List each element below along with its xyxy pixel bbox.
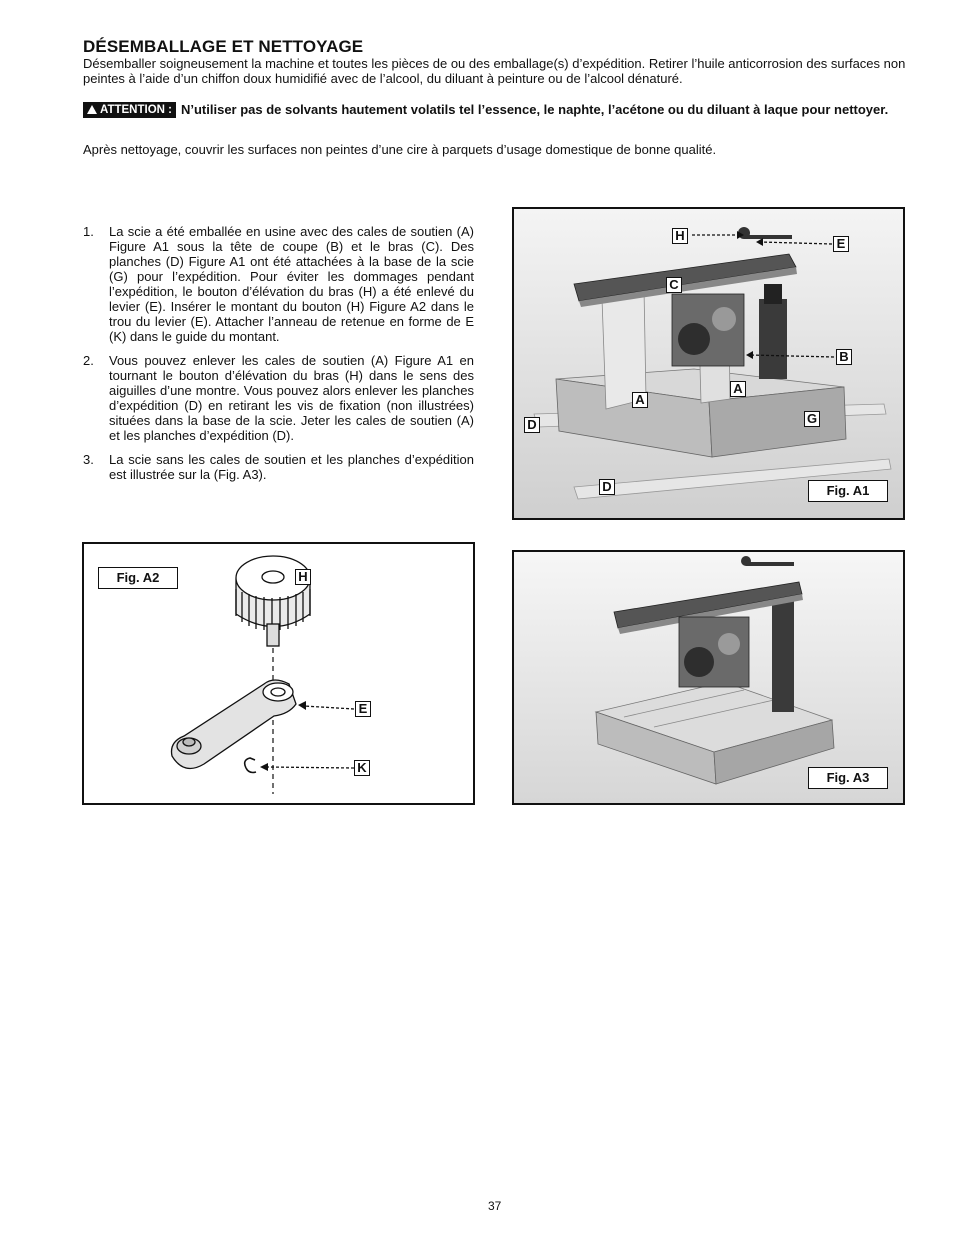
figure-a2 bbox=[82, 542, 475, 805]
intro-paragraph: Désemballer soigneusement la machine et toutes les pièces de ou des emballage(s) d’expédition. Retirer l’huile anticorrosion des surfaces non peintes à l’aide d’un chiffon doux humidifié avec de l’alcool, du diluant à peinture ou de l’alcool dénaturé. bbox=[83, 56, 906, 86]
figure-a3-caption: Fig. A3 bbox=[808, 767, 888, 789]
figure-a1-caption: Fig. A1 bbox=[808, 480, 888, 502]
figure-a3 bbox=[512, 550, 905, 805]
label-e: E bbox=[355, 701, 371, 717]
label-a-right: A bbox=[730, 381, 746, 397]
label-h: H bbox=[672, 228, 688, 244]
label-b: B bbox=[836, 349, 852, 365]
steps-list bbox=[83, 224, 474, 491]
saw-unpacked-illustration bbox=[514, 552, 903, 803]
label-a-left: A bbox=[632, 392, 648, 408]
list-item: 3. La scie sans les cales de soutien et les planches d’expédition est illustrée sur la (Fig. A3). bbox=[83, 452, 474, 482]
figure-a1 bbox=[512, 207, 905, 520]
list-item: 1. La scie a été emballée en usine avec des cales de soutien (A) Figure A1 sous la tête de coupe (B) et le bras (C). Des planches (D) Figure A1 ont été attachées à la base de la scie (G) pour l’expédition. Pour éviter les dommages pendant l’expédition, le bouton d’élévation du bras (H) a été enlevé du levier (E). Insérer le montant du bouton (H) Figure A2 dans le trou du levier (E). Attacher l’anneau de retenue en forme de E (K) dans le guide du montant. bbox=[83, 224, 474, 344]
label-k: K bbox=[354, 760, 370, 776]
attention-badge: ATTENTION : bbox=[83, 102, 176, 118]
after-cleaning-paragraph: Après nettoyage, couvrir les surfaces non peintes d’une cire à parquets d’usage domestique de bonne qualité. bbox=[83, 142, 717, 157]
warning-triangle-icon bbox=[87, 105, 97, 114]
list-item: 2. Vous pouvez enlever les cales de soutien (A) Figure A1 en tournant le bouton d’élévation du bras (H) dans le sens des aiguilles d’une montre. Vous pouvez alors enlever les planches d’expédition (D) en retirant les vis de fixation (non illustrées) situées dans la base de la scie. Jeter les cales de soutien (A) et les planches d’expédition (D). bbox=[83, 353, 474, 443]
figure-a2-caption: Fig. A2 bbox=[98, 567, 178, 589]
label-c: C bbox=[666, 277, 682, 293]
label-g: G bbox=[804, 411, 820, 427]
label-e: E bbox=[833, 236, 849, 252]
label-h: H bbox=[295, 569, 311, 585]
attention-text: N’utiliser pas de solvants hautement volatils tel l’essence, le naphte, l’acétone ou du diluant à laque pour nettoyer. bbox=[180, 102, 889, 117]
label-d-bottom: D bbox=[599, 479, 615, 495]
label-d-left: D bbox=[524, 417, 540, 433]
attention-note bbox=[83, 102, 909, 118]
page-number: 37 bbox=[488, 1199, 502, 1213]
section-title: DÉSEMBALLAGE ET NETTOYAGE bbox=[83, 37, 364, 56]
